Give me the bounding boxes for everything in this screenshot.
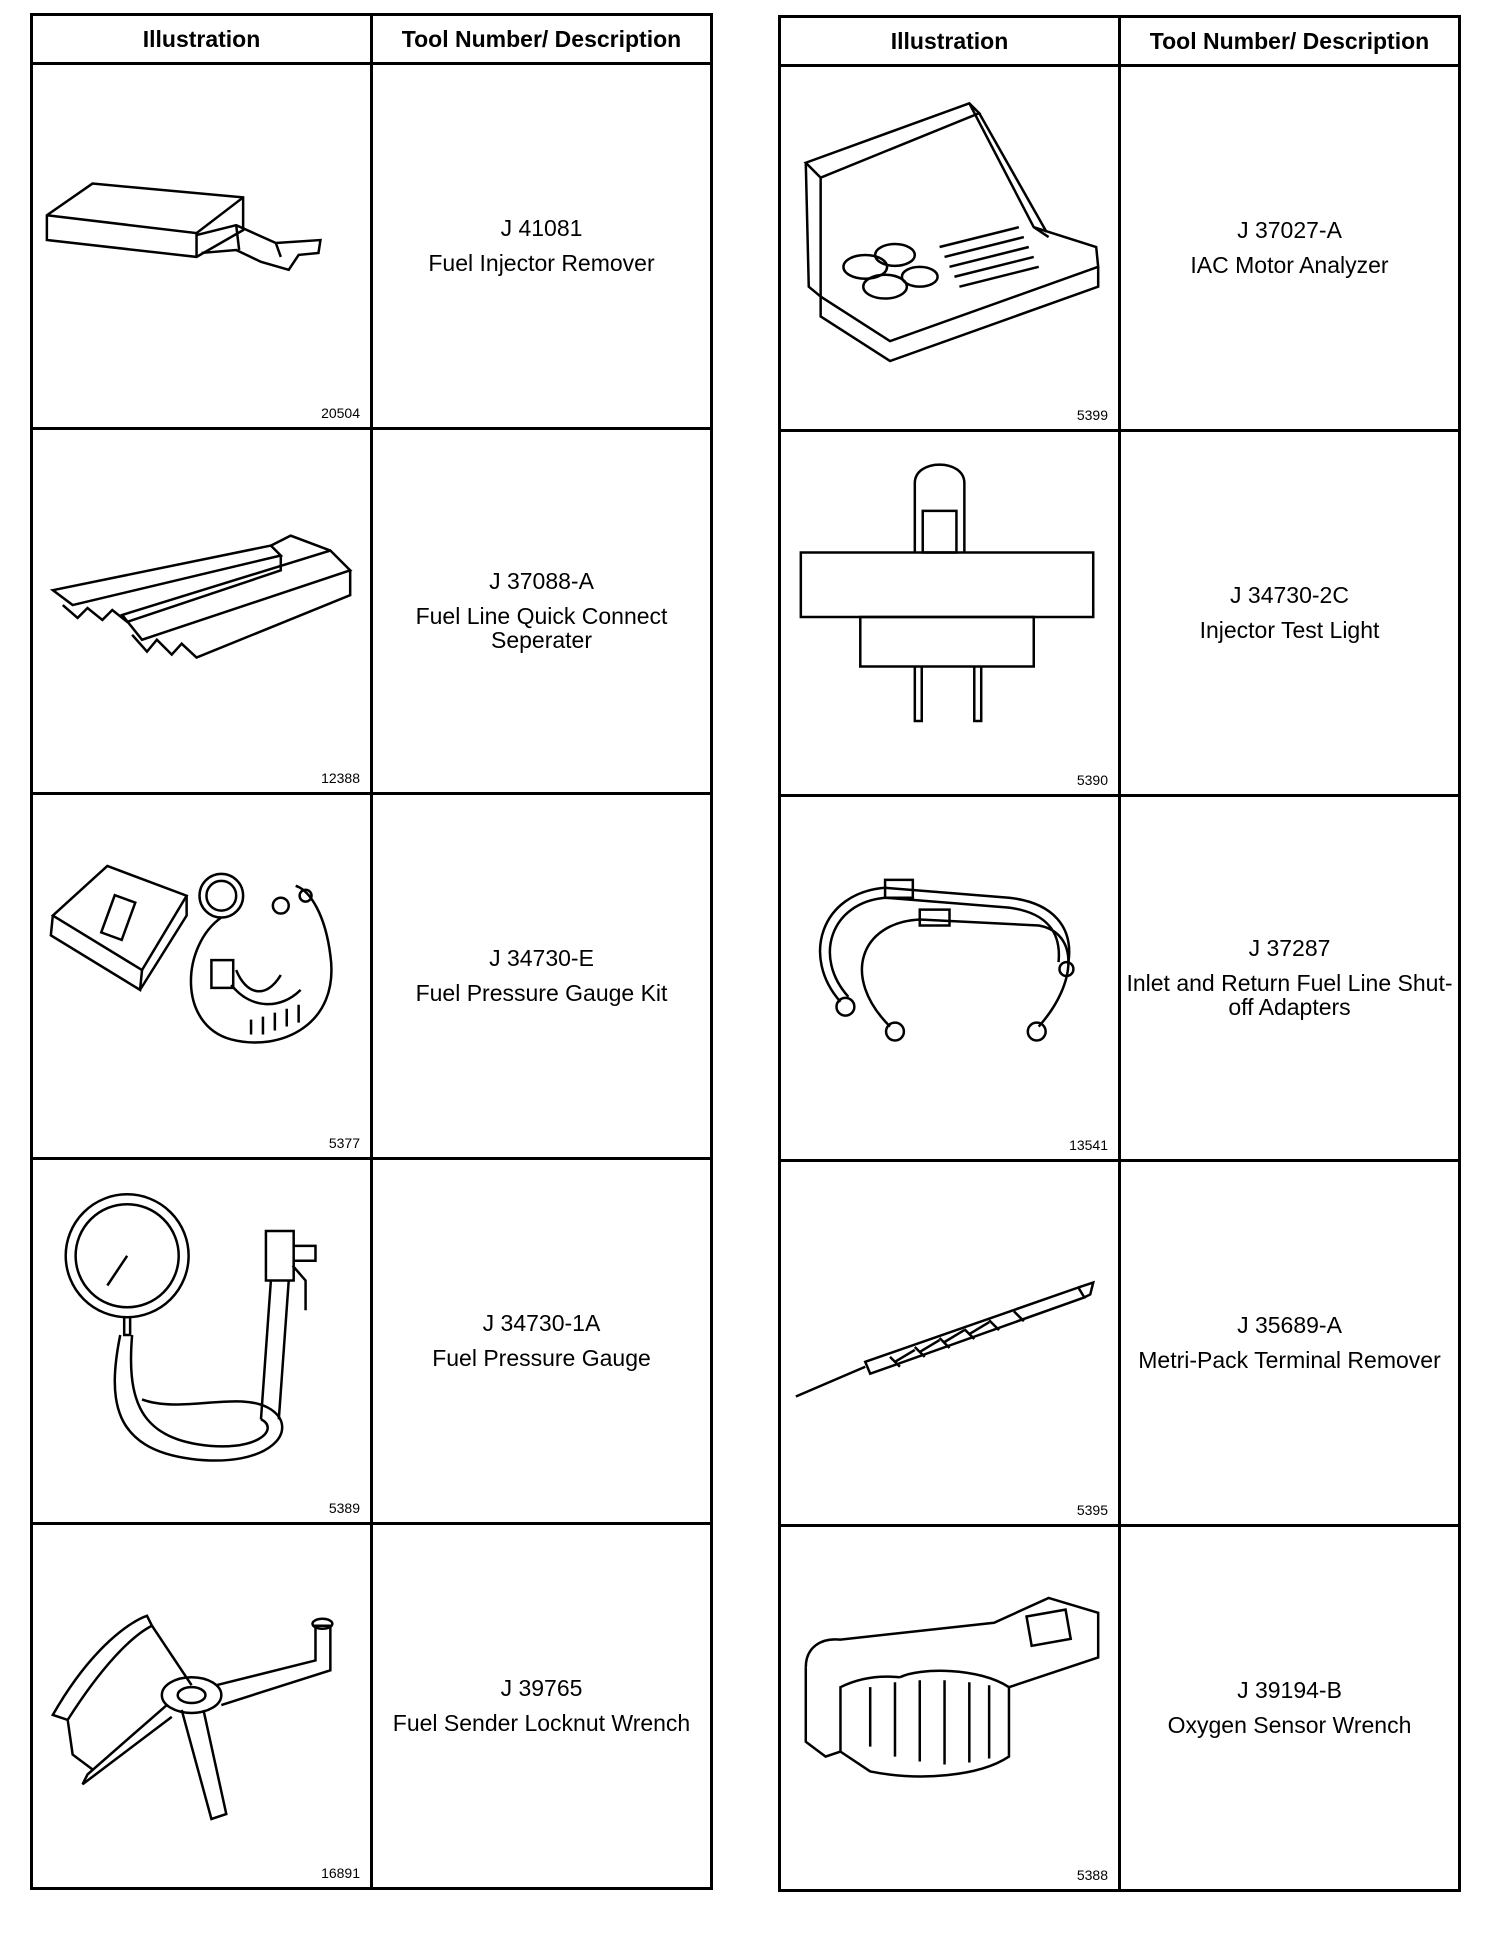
illustration-cell <box>780 796 1120 1161</box>
illustration-cell <box>32 64 372 429</box>
tool-description-cell <box>1120 1526 1460 1891</box>
tool-description-cell <box>1120 1161 1460 1526</box>
pressure-gauge-kit-icon <box>33 795 370 1157</box>
tool-name: Inlet and Return Fuel Line Shut-off Adapters <box>1126 969 1453 1021</box>
locknut-wrench-icon <box>33 1525 370 1887</box>
figure-number: 12388 <box>321 770 360 786</box>
tools-table-right <box>778 15 1461 1892</box>
tool-number: J 39765 <box>500 1675 583 1702</box>
figure-number: 20504 <box>321 405 360 421</box>
figure-number: 5390 <box>1076 772 1108 788</box>
illustration-cell <box>32 1524 372 1889</box>
header-tool-description: Tool Number/ Description <box>1120 17 1460 66</box>
header-tool-description: Tool Number/ Description <box>372 15 712 64</box>
tool-name: Fuel Pressure Gauge <box>432 1345 651 1371</box>
tool-name: IAC Motor Analyzer <box>1190 252 1389 278</box>
quick-connect-separator-icon <box>33 430 370 792</box>
tool-description-cell <box>372 1524 712 1889</box>
tool-description-cell <box>372 429 712 794</box>
fuel-injector-remover-icon <box>33 65 370 427</box>
figure-number: 5388 <box>1076 1867 1108 1883</box>
tool-name: Metri-Pack Terminal Remover <box>1138 1347 1441 1373</box>
figure-number: 5389 <box>328 1500 360 1516</box>
tool-name: Fuel Line Quick Connect Seperater <box>415 602 668 654</box>
shutoff-adapters-icon <box>781 797 1118 1159</box>
tool-number: J 35689-A <box>1237 1312 1342 1339</box>
tool-number: J 34730-1A <box>482 1310 601 1337</box>
tool-number: J 37287 <box>1248 934 1331 961</box>
table-header-row <box>32 15 712 64</box>
figure-number: 16891 <box>321 1865 360 1881</box>
figure-number: 5399 <box>1076 407 1108 423</box>
tool-number: J 37027-A <box>1237 217 1342 244</box>
table-row <box>32 429 712 794</box>
table-row <box>780 796 1460 1161</box>
tool-name: Oxygen Sensor Wrench <box>1167 1712 1412 1738</box>
tool-description-cell <box>1120 66 1460 431</box>
tool-description-cell <box>1120 796 1460 1161</box>
table-header-row <box>780 17 1460 66</box>
tool-description-cell <box>372 794 712 1159</box>
tool-name: Fuel Pressure Gauge Kit <box>415 980 668 1006</box>
header-illustration: Illustration <box>780 17 1120 66</box>
tool-name: Fuel Sender Locknut Wrench <box>392 1710 691 1736</box>
tool-number: J 34730-2C <box>1230 582 1349 609</box>
illustration-cell <box>780 431 1120 796</box>
table-row <box>780 1161 1460 1526</box>
tool-number: J 39194-B <box>1237 1677 1342 1704</box>
table-row <box>32 64 712 429</box>
oxygen-sensor-wrench-icon <box>781 1527 1118 1889</box>
table-row <box>32 1524 712 1889</box>
injector-test-light-icon <box>781 432 1118 794</box>
illustration-cell <box>780 66 1120 431</box>
tools-table-left <box>30 13 713 1890</box>
illustration-cell <box>780 1526 1120 1891</box>
tool-name: Fuel Injector Remover <box>428 250 655 276</box>
table-row <box>780 66 1460 431</box>
tool-number: J 37088-A <box>489 567 594 594</box>
terminal-remover-icon <box>781 1162 1118 1524</box>
pressure-gauge-icon <box>33 1160 370 1522</box>
tool-name: Injector Test Light <box>1199 617 1380 643</box>
tool-description-cell <box>1120 431 1460 796</box>
figure-number: 13541 <box>1069 1137 1108 1153</box>
table-row <box>32 794 712 1159</box>
figure-number: 5377 <box>328 1135 360 1151</box>
tool-number: J 34730-E <box>489 945 594 972</box>
tool-description-cell <box>372 64 712 429</box>
table-row <box>780 431 1460 796</box>
illustration-cell <box>32 794 372 1159</box>
illustration-cell <box>780 1161 1120 1526</box>
tool-number: J 41081 <box>500 215 583 242</box>
table-row <box>780 1526 1460 1891</box>
tool-description-cell <box>372 1159 712 1524</box>
figure-number: 5395 <box>1076 1502 1108 1518</box>
illustration-cell <box>32 1159 372 1524</box>
iac-analyzer-case-icon <box>781 67 1118 429</box>
illustration-cell <box>32 429 372 794</box>
header-illustration: Illustration <box>32 15 372 64</box>
table-row <box>32 1159 712 1524</box>
